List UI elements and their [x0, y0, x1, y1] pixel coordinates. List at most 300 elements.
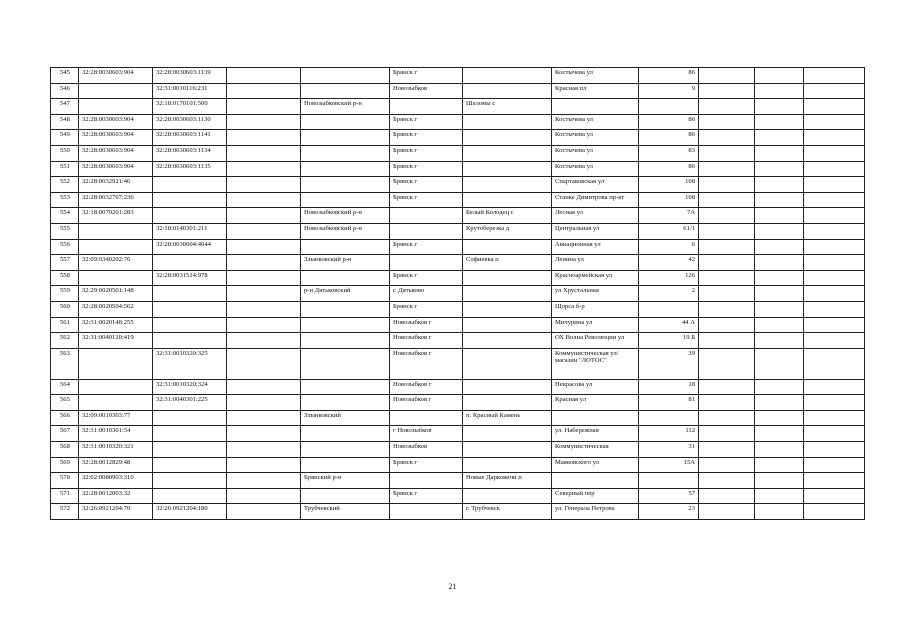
row-number: 556 — [51, 239, 79, 255]
empty-cell — [804, 239, 865, 255]
house-number-cell: 18 — [639, 379, 699, 395]
cadastral-number-object — [153, 442, 227, 458]
empty-cell — [804, 473, 865, 489]
cadastral-number-parcel: 32:28:0032707:236 — [79, 192, 153, 208]
district-cell — [301, 114, 390, 130]
street-cell: Авиационная ул — [552, 239, 639, 255]
empty-cell — [755, 286, 804, 302]
cadastral-number-parcel — [79, 395, 153, 411]
settlement-cell: Шеломы с — [463, 99, 552, 115]
cadastral-number-object — [153, 410, 227, 426]
city-cell: Брянск г — [390, 239, 463, 255]
house-number-cell: 108 — [639, 192, 699, 208]
cadastral-number-parcel: 32:28:0020504:562 — [79, 301, 153, 317]
cadastral-number-parcel: 32:28:0030603:904 — [79, 130, 153, 146]
house-number-cell: 7А — [639, 208, 699, 224]
empty-cell — [804, 208, 865, 224]
table-row — [51, 99, 865, 115]
empty-cell — [227, 208, 301, 224]
city-cell: Брянск г — [390, 301, 463, 317]
street-cell: Коммунистическая — [552, 442, 639, 458]
city-cell: Новозыбков г — [390, 348, 463, 379]
empty-cell — [755, 208, 804, 224]
table-row — [51, 270, 865, 286]
district-cell: Злынковский — [301, 410, 390, 426]
empty-cell — [804, 114, 865, 130]
empty-cell — [699, 177, 755, 193]
row-number: 559 — [51, 286, 79, 302]
empty-cell — [755, 177, 804, 193]
settlement-cell — [463, 426, 552, 442]
settlement-cell — [463, 192, 552, 208]
cadastral-number-parcel — [79, 223, 153, 239]
cadastral-number-object: 32:18:0140301:211 — [153, 223, 227, 239]
settlement-cell: Белый Колодец с — [463, 208, 552, 224]
cadastral-number-object: 32:28:0030603:1135 — [153, 161, 227, 177]
empty-cell — [699, 239, 755, 255]
empty-cell — [755, 239, 804, 255]
empty-cell — [227, 333, 301, 349]
city-cell: Брянск г — [390, 161, 463, 177]
empty-cell — [755, 83, 804, 99]
empty-cell — [804, 457, 865, 473]
empty-cell — [755, 442, 804, 458]
empty-cell — [755, 317, 804, 333]
street-cell: ОХ Волна Революции ул — [552, 333, 639, 349]
district-cell: Злынковский р-н — [301, 255, 390, 271]
empty-cell — [227, 130, 301, 146]
house-number-cell — [639, 99, 699, 115]
table-row — [51, 239, 865, 255]
empty-cell — [699, 504, 755, 520]
row-number: 568 — [51, 442, 79, 458]
street-cell: Мичурина ул — [552, 317, 639, 333]
district-cell: Трубчевский — [301, 504, 390, 520]
empty-cell — [227, 161, 301, 177]
empty-cell — [755, 473, 804, 489]
empty-cell — [804, 442, 865, 458]
empty-cell — [227, 192, 301, 208]
row-number: 565 — [51, 395, 79, 411]
empty-cell — [755, 145, 804, 161]
table-row — [51, 145, 865, 161]
house-number-cell: 44 А — [639, 317, 699, 333]
table-row — [51, 208, 865, 224]
district-cell: Новозыбковский р-н — [301, 208, 390, 224]
empty-cell — [755, 333, 804, 349]
street-cell: Спартаковская ул — [552, 177, 639, 193]
table-row — [51, 488, 865, 504]
cadastral-number-parcel: 32:31:0010301:54 — [79, 426, 153, 442]
empty-cell — [699, 317, 755, 333]
empty-cell — [804, 488, 865, 504]
table-row — [51, 223, 865, 239]
row-number: 563 — [51, 348, 79, 379]
district-cell — [301, 145, 390, 161]
house-number-cell: 15А — [639, 457, 699, 473]
empty-cell — [699, 457, 755, 473]
empty-cell — [699, 379, 755, 395]
cadastral-number-parcel — [79, 270, 153, 286]
house-number-cell: 61/1 — [639, 223, 699, 239]
row-number: 567 — [51, 426, 79, 442]
settlement-cell — [463, 348, 552, 379]
house-number-cell — [639, 473, 699, 489]
table-row — [51, 286, 865, 302]
house-number-cell: 81 — [639, 395, 699, 411]
city-cell — [390, 410, 463, 426]
cadastral-number-object — [153, 255, 227, 271]
settlement-cell — [463, 317, 552, 333]
settlement-cell: Крутоберезка д — [463, 223, 552, 239]
street-cell: Центральная ул — [552, 223, 639, 239]
empty-cell — [699, 145, 755, 161]
house-number-cell: 9 — [639, 83, 699, 99]
city-cell: Брянск г — [390, 457, 463, 473]
row-number: 566 — [51, 410, 79, 426]
cadastral-number-parcel: 32:28:0030603:904 — [79, 145, 153, 161]
table-row — [51, 114, 865, 130]
city-cell: Новозыбков г — [390, 333, 463, 349]
empty-cell — [755, 99, 804, 115]
city-cell — [390, 99, 463, 115]
empty-cell — [699, 114, 755, 130]
city-cell: г Новозыбков — [390, 426, 463, 442]
table-row — [51, 130, 865, 146]
cadastral-number-object — [153, 192, 227, 208]
empty-cell — [755, 379, 804, 395]
district-cell — [301, 83, 390, 99]
empty-cell — [804, 83, 865, 99]
cadastral-number-parcel: 32:28:0012829:48 — [79, 457, 153, 473]
cadastral-number-parcel: 32:31:0040120:419 — [79, 333, 153, 349]
row-number: 551 — [51, 161, 79, 177]
table-row — [51, 177, 865, 193]
empty-cell — [804, 223, 865, 239]
city-cell: Новозыбков г — [390, 379, 463, 395]
settlement-cell — [463, 301, 552, 317]
city-cell: Брянск г — [390, 177, 463, 193]
empty-cell — [227, 223, 301, 239]
empty-cell — [755, 457, 804, 473]
table-row — [51, 192, 865, 208]
row-number: 572 — [51, 504, 79, 520]
cadastral-number-object: 32:28:0030603:1139 — [153, 68, 227, 84]
empty-cell — [699, 488, 755, 504]
table-row — [51, 255, 865, 271]
empty-cell — [755, 68, 804, 84]
cadastral-number-parcel — [79, 348, 153, 379]
cadastral-number-parcel: 32:28:0012003:32 — [79, 488, 153, 504]
district-cell — [301, 333, 390, 349]
settlement-cell — [463, 270, 552, 286]
cadastral-number-object — [153, 301, 227, 317]
cadastral-number-parcel: 32:31:0010320:321 — [79, 442, 153, 458]
house-number-cell: 19 Б — [639, 333, 699, 349]
house-number-cell: 112 — [639, 426, 699, 442]
row-number: 562 — [51, 333, 79, 349]
empty-cell — [755, 395, 804, 411]
city-cell — [390, 473, 463, 489]
empty-cell — [699, 426, 755, 442]
page-number: 21 — [448, 582, 457, 591]
house-number-cell: 86 — [639, 114, 699, 130]
empty-cell — [699, 161, 755, 177]
settlement-cell — [463, 379, 552, 395]
row-number: 554 — [51, 208, 79, 224]
row-number: 550 — [51, 145, 79, 161]
empty-cell — [699, 192, 755, 208]
settlement-cell — [463, 239, 552, 255]
cadastral-number-object — [153, 426, 227, 442]
empty-cell — [227, 255, 301, 271]
empty-cell — [227, 68, 301, 84]
house-number-cell: 108 — [639, 177, 699, 193]
empty-cell — [804, 177, 865, 193]
row-number: 545 — [51, 68, 79, 84]
street-cell: Лесная ул — [552, 208, 639, 224]
settlement-cell — [463, 286, 552, 302]
property-register-table — [50, 67, 865, 520]
row-number: 560 — [51, 301, 79, 317]
cadastral-number-object: 32:28:0030603:1141 — [153, 130, 227, 146]
empty-cell — [227, 379, 301, 395]
cadastral-number-object — [153, 457, 227, 473]
city-cell: Новозыбков — [390, 83, 463, 99]
street-cell: Некрасова ул — [552, 379, 639, 395]
cadastral-number-parcel: 32:28:0030603:904 — [79, 114, 153, 130]
empty-cell — [699, 270, 755, 286]
empty-cell — [804, 301, 865, 317]
empty-cell — [804, 379, 865, 395]
street-cell: Костычева ул — [552, 145, 639, 161]
district-cell — [301, 488, 390, 504]
row-number: 561 — [51, 317, 79, 333]
district-cell — [301, 395, 390, 411]
district-cell: р-н Дятьковский — [301, 286, 390, 302]
empty-cell — [804, 99, 865, 115]
district-cell — [301, 379, 390, 395]
empty-cell — [755, 161, 804, 177]
cadastral-number-object: 32:31:0010116:231 — [153, 83, 227, 99]
empty-cell — [699, 130, 755, 146]
row-number: 553 — [51, 192, 79, 208]
empty-cell — [755, 348, 804, 379]
district-cell — [301, 161, 390, 177]
empty-cell — [699, 83, 755, 99]
street-cell: Ленина ул — [552, 255, 639, 271]
settlement-cell: п. Красный Камень — [463, 410, 552, 426]
table-row — [51, 442, 865, 458]
empty-cell — [227, 145, 301, 161]
city-cell: Брянск г — [390, 270, 463, 286]
house-number-cell: 83 — [639, 145, 699, 161]
city-cell: Новозыбков г — [390, 317, 463, 333]
empty-cell — [804, 395, 865, 411]
city-cell: Новозыбков — [390, 442, 463, 458]
cadastral-number-object: 32:28:0031514:978 — [153, 270, 227, 286]
empty-cell — [755, 504, 804, 520]
house-number-cell: 23 — [639, 504, 699, 520]
settlement-cell — [463, 68, 552, 84]
cadastral-number-parcel — [79, 379, 153, 395]
empty-cell — [227, 239, 301, 255]
cadastral-number-parcel: 32:09:0010303:77 — [79, 410, 153, 426]
empty-cell — [804, 504, 865, 520]
district-cell — [301, 68, 390, 84]
cadastral-number-object: 32:28:0030604:4044 — [153, 239, 227, 255]
city-cell — [390, 208, 463, 224]
empty-cell — [227, 473, 301, 489]
cadastral-number-object: 32:26:0921204:180 — [153, 504, 227, 520]
table-row — [51, 410, 865, 426]
house-number-cell: 42 — [639, 255, 699, 271]
settlement-cell — [463, 130, 552, 146]
empty-cell — [804, 333, 865, 349]
empty-cell — [699, 410, 755, 426]
city-cell — [390, 223, 463, 239]
district-cell — [301, 270, 390, 286]
settlement-cell — [463, 395, 552, 411]
district-cell: Новозыбковский р-н — [301, 99, 390, 115]
empty-cell — [227, 395, 301, 411]
city-cell: Новозыбков г — [390, 395, 463, 411]
cadastral-number-object — [153, 286, 227, 302]
district-cell — [301, 130, 390, 146]
district-cell — [301, 442, 390, 458]
empty-cell — [804, 410, 865, 426]
empty-cell — [699, 395, 755, 411]
cadastral-number-parcel — [79, 99, 153, 115]
empty-cell — [804, 255, 865, 271]
house-number-cell — [639, 410, 699, 426]
settlement-cell: Софиевка п — [463, 255, 552, 271]
street-cell — [552, 473, 639, 489]
empty-cell — [699, 442, 755, 458]
street-cell: Костычева ул — [552, 130, 639, 146]
table-row — [51, 68, 865, 84]
district-cell — [301, 177, 390, 193]
empty-cell — [755, 223, 804, 239]
empty-cell — [804, 130, 865, 146]
empty-cell — [699, 99, 755, 115]
empty-cell — [227, 286, 301, 302]
empty-cell — [804, 161, 865, 177]
empty-cell — [699, 286, 755, 302]
row-number: 569 — [51, 457, 79, 473]
table-row — [51, 317, 865, 333]
cadastral-number-parcel: 32:02:0080903:310 — [79, 473, 153, 489]
city-cell: Брянск г — [390, 192, 463, 208]
empty-cell — [227, 177, 301, 193]
cadastral-number-object: 32:18:0170101:500 — [153, 99, 227, 115]
street-cell: ул. Набережная — [552, 426, 639, 442]
cadastral-number-parcel: 32:28:0030603:904 — [79, 68, 153, 84]
district-cell — [301, 426, 390, 442]
cadastral-number-object: 32:31:0010320:325 — [153, 348, 227, 379]
table-row — [51, 379, 865, 395]
empty-cell — [227, 457, 301, 473]
city-cell: Брянск г — [390, 130, 463, 146]
city-cell — [390, 504, 463, 520]
cadastral-number-parcel: 32:28:0030603:904 — [79, 161, 153, 177]
empty-cell — [227, 426, 301, 442]
empty-cell — [699, 223, 755, 239]
row-number: 549 — [51, 130, 79, 146]
row-number: 546 — [51, 83, 79, 99]
cadastral-number-parcel: 32:26:0921204:70 — [79, 504, 153, 520]
table-row — [51, 504, 865, 520]
row-number: 557 — [51, 255, 79, 271]
empty-cell — [699, 473, 755, 489]
row-number: 555 — [51, 223, 79, 239]
cadastral-number-parcel — [79, 239, 153, 255]
empty-cell — [755, 410, 804, 426]
district-cell — [301, 239, 390, 255]
row-number: 571 — [51, 488, 79, 504]
row-number: 548 — [51, 114, 79, 130]
empty-cell — [755, 301, 804, 317]
cadastral-number-parcel: 32:28:0032921:46 — [79, 177, 153, 193]
table-row — [51, 473, 865, 489]
street-cell: Красная ул — [552, 395, 639, 411]
house-number-cell: 86 — [639, 130, 699, 146]
street-cell: Северный пер — [552, 488, 639, 504]
street-cell — [552, 99, 639, 115]
house-number-cell: 126 — [639, 270, 699, 286]
city-cell: Брянск г — [390, 488, 463, 504]
district-cell — [301, 317, 390, 333]
district-cell — [301, 457, 390, 473]
city-cell: г. Дятьково — [390, 286, 463, 302]
empty-cell — [699, 333, 755, 349]
empty-cell — [804, 286, 865, 302]
district-cell — [301, 348, 390, 379]
cadastral-number-object — [153, 488, 227, 504]
settlement-cell: Новые Дарковичи п — [463, 473, 552, 489]
empty-cell — [755, 192, 804, 208]
empty-cell — [227, 410, 301, 426]
empty-cell — [227, 83, 301, 99]
cadastral-number-parcel — [79, 83, 153, 99]
empty-cell — [227, 99, 301, 115]
cadastral-number-object — [153, 317, 227, 333]
table-row — [51, 457, 865, 473]
table-row — [51, 83, 865, 99]
street-cell: Красная пл — [552, 83, 639, 99]
cadastral-number-object — [153, 208, 227, 224]
settlement-cell — [463, 114, 552, 130]
house-number-cell: 2 — [639, 286, 699, 302]
house-number-cell: 86 — [639, 68, 699, 84]
table-row — [51, 301, 865, 317]
empty-cell — [804, 192, 865, 208]
settlement-cell: г. Трубчевск — [463, 504, 552, 520]
cadastral-number-object — [153, 333, 227, 349]
empty-cell — [755, 426, 804, 442]
house-number-cell — [639, 301, 699, 317]
street-cell: Маяковского ул — [552, 457, 639, 473]
table-row — [51, 395, 865, 411]
settlement-cell — [463, 488, 552, 504]
street-cell: Коммунистическая ул/магазин "ЛОТОС" — [552, 348, 639, 379]
table-row — [51, 333, 865, 349]
empty-cell — [804, 145, 865, 161]
settlement-cell — [463, 145, 552, 161]
row-number: 564 — [51, 379, 79, 395]
table-row — [51, 426, 865, 442]
empty-cell — [755, 130, 804, 146]
